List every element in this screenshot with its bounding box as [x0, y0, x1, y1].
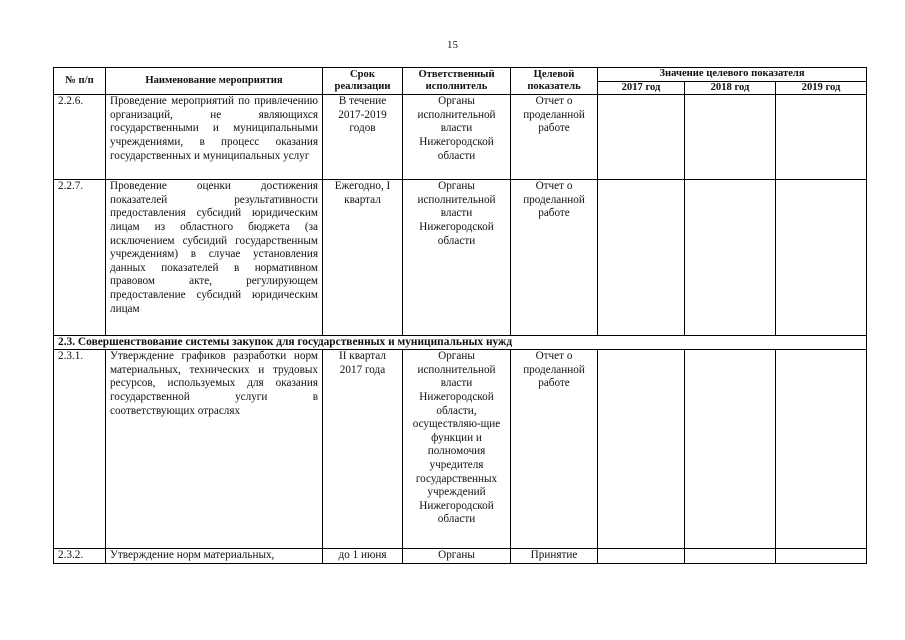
row-value-2018 — [685, 350, 776, 549]
row-value-2017 — [598, 95, 685, 180]
section-row — [54, 336, 867, 350]
row-num: 2.3.1. — [54, 350, 106, 549]
row-indicator: Отчет о проделанной работе — [511, 350, 598, 549]
row-num: 2.2.6. — [54, 95, 106, 180]
header-year-2017: 2017 год — [598, 81, 685, 95]
header-indicator: Целевой показатель — [511, 68, 598, 95]
row-value-2017 — [598, 180, 685, 336]
action-plan-table — [53, 67, 867, 564]
row-value-2019 — [776, 549, 867, 564]
row-num: 2.3.2. — [54, 549, 106, 564]
row-value-2017 — [598, 350, 685, 549]
header-name: Наименование мероприятия — [106, 68, 323, 95]
row-value-2018 — [685, 95, 776, 180]
row-indicator: Принятие — [511, 549, 598, 564]
row-term: В течение 2017-2019 годов — [323, 95, 403, 180]
section-title: 2.3. Совершенствование системы закупок для государственных и муниципальных нужд — [54, 336, 867, 350]
row-value-2017 — [598, 549, 685, 564]
row-name: Проведение мероприятий по привлечению организаций, не являющихся государственными и муниципальными учреждениями, в процесс оказания государственных и муниципальных услуг — [106, 95, 323, 180]
header-row — [54, 68, 867, 82]
table-row — [54, 95, 867, 180]
row-value-2019 — [776, 350, 867, 549]
table-row — [54, 350, 867, 549]
row-indicator: Отчет о проделанной работе — [511, 180, 598, 336]
row-value-2018 — [685, 180, 776, 336]
header-value: Значение целевого показателя — [598, 68, 867, 82]
row-value-2019 — [776, 95, 867, 180]
row-indicator: Отчет о проделанной работе — [511, 95, 598, 180]
row-name: Утверждение графиков разработки норм материальных, технических и трудовых ресурсов, используемых для оказания государственной услуги в соответствующих отраслях — [106, 350, 323, 549]
row-responsible: Органы исполнительной власти Нижегородской области — [403, 95, 511, 180]
row-name: Проведение оценки достижения показателей результативности предоставления субсидий юридическим лицам из областного бюджета (за исключением субсидий государственным учреждениям) в случае установления данных показателей в нормативном правовом акте, регулирующем предоставление субсидий юридическим лицам — [106, 180, 323, 336]
header-term: Срок реализации — [323, 68, 403, 95]
header-num: № п/п — [54, 68, 106, 95]
row-responsible: Органы — [403, 549, 511, 564]
page-number: 15 — [447, 39, 458, 51]
row-value-2019 — [776, 180, 867, 336]
row-term: до 1 июня — [323, 549, 403, 564]
row-responsible: Органы исполнительной власти Нижегородской области — [403, 180, 511, 336]
table-row — [54, 549, 867, 564]
row-value-2018 — [685, 549, 776, 564]
row-responsible: Органы исполнительной власти Нижегородской области, осуществляю-щие функции и полномочия учредителя государственных учреждений Нижегородской области — [403, 350, 511, 549]
row-term: Ежегодно, I квартал — [323, 180, 403, 336]
table-row — [54, 180, 867, 336]
row-term: II квартал 2017 года — [323, 350, 403, 549]
header-responsible: Ответственный исполнитель — [403, 68, 511, 95]
row-name: Утверждение норм материальных, — [106, 549, 323, 564]
header-year-2018: 2018 год — [685, 81, 776, 95]
header-year-2019: 2019 год — [776, 81, 867, 95]
row-num: 2.2.7. — [54, 180, 106, 336]
